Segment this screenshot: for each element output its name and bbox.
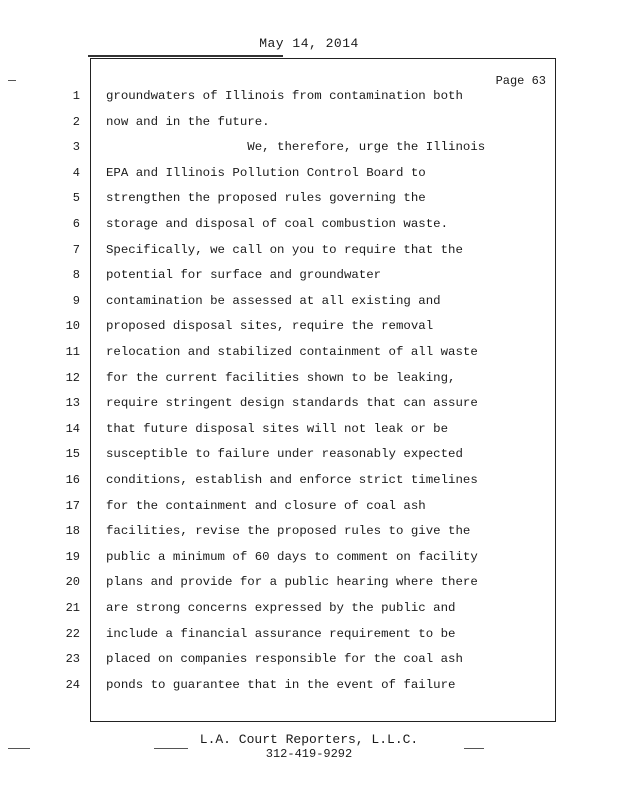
transcript-line: now and in the future. bbox=[106, 114, 270, 129]
transcript-line: Specifically, we call on you to require that the bbox=[106, 242, 463, 257]
transcript-line: are strong concerns expressed by the public and bbox=[106, 601, 456, 615]
transcript-line: We, therefore, urge the Illinois bbox=[106, 140, 486, 155]
court-reporter-name: L.A. Court Reporters, L.L.C. bbox=[199, 732, 419, 747]
line-number: 22 bbox=[65, 626, 80, 641]
transcript-line: for the current facilities shown to be leaking, bbox=[106, 370, 456, 385]
line-number: 5 bbox=[72, 191, 80, 206]
transcript-line: placed on companies responsible for the coal ash bbox=[106, 652, 463, 667]
transcript-line: potential for surface and groundwater bbox=[106, 268, 382, 283]
line-number: 6 bbox=[72, 217, 80, 231]
line-number: 1 bbox=[72, 89, 80, 103]
line-number: 20 bbox=[65, 575, 80, 590]
scan-artifact bbox=[154, 748, 188, 749]
transcript-line: contamination be assessed at all existing and bbox=[106, 293, 441, 308]
transcript-line: include a financial assurance requirement to be bbox=[106, 626, 456, 641]
scan-artifact bbox=[464, 748, 484, 749]
scan-artifact bbox=[8, 748, 30, 749]
line-number: 8 bbox=[72, 268, 80, 283]
line-number: 17 bbox=[65, 498, 80, 513]
frame-top-rule bbox=[88, 55, 283, 57]
transcript-date: May 14, 2014 bbox=[259, 36, 359, 51]
transcript-line: plans and provide for a public hearing where there bbox=[106, 575, 478, 590]
line-number: 7 bbox=[72, 242, 80, 257]
transcript-line: public a minimum of 60 days to comment on facility bbox=[106, 549, 478, 564]
line-number: 10 bbox=[65, 319, 80, 334]
line-number: 16 bbox=[65, 473, 80, 487]
court-reporter-phone: 312-419-9292 bbox=[265, 747, 353, 761]
line-number: 21 bbox=[65, 601, 80, 615]
transcript-line: susceptible to failure under reasonably expected bbox=[106, 447, 463, 462]
transcript-line: require stringent design standards that can assure bbox=[106, 396, 478, 411]
line-number: 19 bbox=[65, 549, 80, 564]
transcript-line: ponds to guarantee that in the event of failure bbox=[106, 677, 456, 692]
line-number: 3 bbox=[72, 140, 80, 155]
line-number: 9 bbox=[72, 293, 80, 308]
line-number: 2 bbox=[72, 114, 80, 129]
transcript-line: proposed disposal sites, require the removal bbox=[106, 319, 434, 334]
line-number: 4 bbox=[72, 165, 80, 180]
transcript-line: conditions, establish and enforce strict timelines bbox=[106, 473, 478, 487]
transcript-page-frame bbox=[90, 58, 556, 722]
transcript-line: groundwaters of Illinois from contamination both bbox=[106, 89, 463, 103]
line-number: 15 bbox=[65, 447, 80, 462]
transcript-line: that future disposal sites will not leak or be bbox=[106, 421, 449, 436]
transcript-line: EPA and Illinois Pollution Control Board to bbox=[106, 165, 426, 180]
line-number: 23 bbox=[65, 652, 80, 667]
line-number: 12 bbox=[65, 370, 80, 385]
transcript-line: storage and disposal of coal combustion waste. bbox=[106, 217, 449, 231]
page-number: Page 63 bbox=[495, 74, 546, 88]
line-number: 18 bbox=[65, 524, 80, 539]
transcript-line: for the containment and closure of coal ash bbox=[106, 498, 426, 513]
line-number: 11 bbox=[65, 345, 80, 359]
transcript-line: relocation and stabilized containment of all waste bbox=[106, 345, 478, 359]
transcript-line: facilities, revise the proposed rules to give the bbox=[106, 524, 471, 539]
transcript-line: strengthen the proposed rules governing the bbox=[106, 191, 426, 206]
line-number: 13 bbox=[65, 396, 80, 411]
line-number: 24 bbox=[65, 677, 80, 692]
line-number: 14 bbox=[65, 421, 80, 436]
scan-artifact bbox=[8, 80, 16, 81]
